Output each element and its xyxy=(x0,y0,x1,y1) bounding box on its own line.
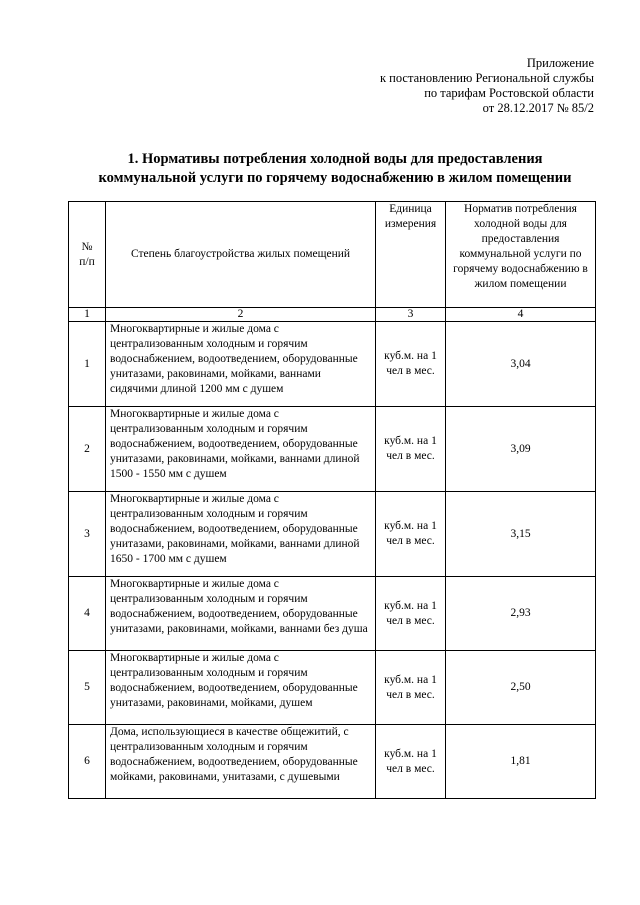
row-number: 6 xyxy=(69,725,106,799)
header-unit: Единица измерения xyxy=(376,202,446,308)
row-description: Многоквартирные и жилые дома с централизованным холодным и горячим водоснабжением, водоотведением, оборудованные унитазами, раковинами, мойками, ваннами сидячими длиной 1200 мм с душем xyxy=(106,322,376,407)
appendix-resolution: к постановлению Региональной службы xyxy=(379,71,594,85)
column-index-3: 3 xyxy=(376,308,446,322)
row-unit: куб.м. на 1 чел в мес. xyxy=(376,407,446,492)
row-norm-value: 3,15 xyxy=(446,492,596,577)
header-number xyxy=(69,202,106,308)
row-description: Многоквартирные и жилые дома с централизованным холодным и горячим водоснабжением, водоотведением, оборудованные унитазами, раковинами, мойками, ваннами длиной 1500 - 1550 мм с душем xyxy=(106,407,376,492)
row-number: 5 xyxy=(69,651,106,725)
table-header-row xyxy=(69,202,596,308)
norms-table xyxy=(68,201,596,799)
row-description: Многоквартирные и жилые дома с централизованным холодным и горячим водоснабжением, водоотведением, оборудованные унитазами, раковинами, мойками, ваннами длиной 1650 - 1700 мм с душем xyxy=(106,492,376,577)
row-unit: куб.м. на 1 чел в мес. xyxy=(376,577,446,651)
row-number: 2 xyxy=(69,407,106,492)
row-norm-value: 2,93 xyxy=(446,577,596,651)
header-number-abbr: п/п xyxy=(79,255,95,268)
table-row xyxy=(69,492,596,577)
column-index-2: 2 xyxy=(106,308,376,322)
header-norm: Норматив потребления холодной воды для предоставления коммунальной услуги по горячему водоснабжению в жилом помещении xyxy=(446,202,596,308)
row-description: Многоквартирные и жилые дома с централизованным холодным и горячим водоснабжением, водоотведением, оборудованные унитазами, раковинами, мойками, ваннами без душа xyxy=(106,577,376,651)
row-unit: куб.м. на 1 чел в мес. xyxy=(376,322,446,407)
header-number-symbol: № xyxy=(81,240,93,253)
row-number: 3 xyxy=(69,492,106,577)
column-index-row xyxy=(69,308,596,322)
title-line-1: 1. Нормативы потребления холодной воды для предоставления xyxy=(127,151,543,167)
row-number: 1 xyxy=(69,322,106,407)
appendix-date-number: от 28.12.2017 № 85/2 xyxy=(482,101,594,115)
appendix-header xyxy=(380,56,594,116)
row-norm-value: 3,04 xyxy=(446,322,596,407)
column-index-1: 1 xyxy=(69,308,106,322)
table-row xyxy=(69,725,596,799)
row-number: 4 xyxy=(69,577,106,651)
appendix-label: Приложение xyxy=(526,56,594,70)
document-title xyxy=(70,150,600,188)
row-norm-value: 1,81 xyxy=(446,725,596,799)
column-index-4: 4 xyxy=(446,308,596,322)
row-description: Многоквартирные и жилые дома с централизованным холодным и горячим водоснабжением, водоотведением, оборудованные унитазами, раковинами, мойками, душем xyxy=(106,651,376,725)
title-line-2: коммунальной услуги по горячему водоснабжению в жилом помещении xyxy=(98,170,572,186)
row-norm-value: 2,50 xyxy=(446,651,596,725)
row-unit: куб.м. на 1 чел в мес. xyxy=(376,651,446,725)
row-unit: куб.м. на 1 чел в мес. xyxy=(376,725,446,799)
row-norm-value: 3,09 xyxy=(446,407,596,492)
table-row xyxy=(69,322,596,407)
header-description: Степень благоустройства жилых помещений xyxy=(106,202,376,308)
table-row xyxy=(69,651,596,725)
row-description: Дома, использующиеся в качестве общежитий, с централизованным холодным и горячим водоснабжением, водоотведением, оборудованные мойками, раковинами, унитазами, с душевыми xyxy=(106,725,376,799)
table-row xyxy=(69,407,596,492)
appendix-authority: по тарифам Ростовской области xyxy=(424,86,594,100)
row-unit: куб.м. на 1 чел в мес. xyxy=(376,492,446,577)
table-row xyxy=(69,577,596,651)
